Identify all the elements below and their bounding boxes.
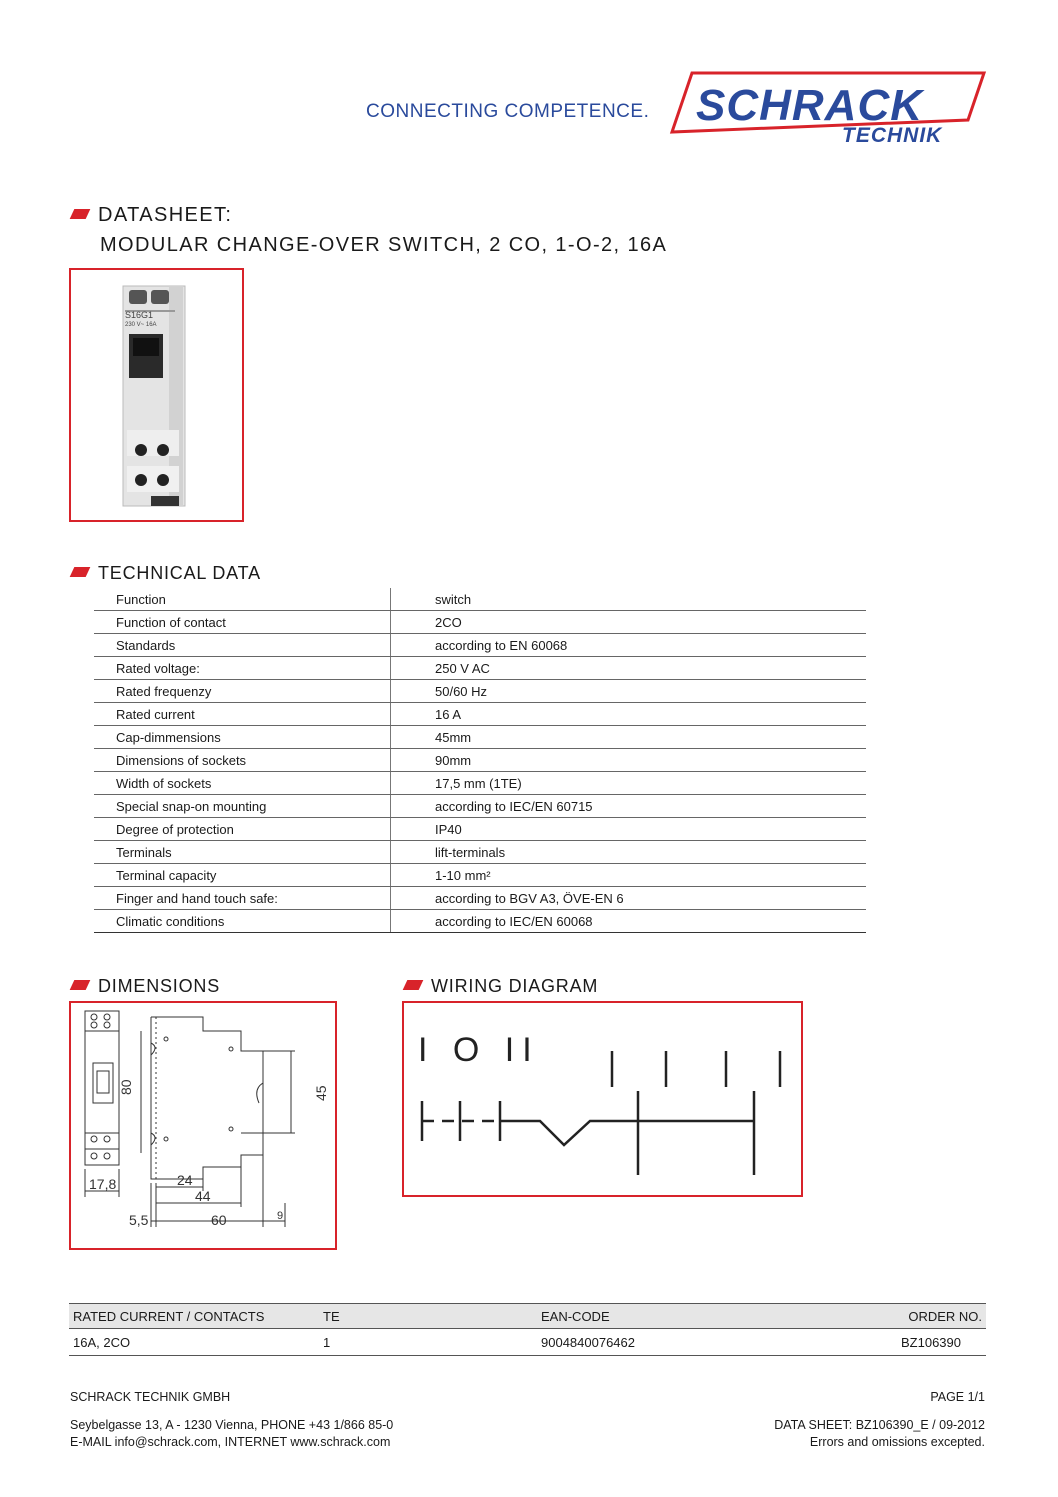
dim-label-24: 24 — [177, 1172, 193, 1188]
table-row: Degree of protection IP40 — [94, 818, 866, 841]
dim-label-17-8: 17,8 — [89, 1176, 117, 1192]
table-row: Rated frequenzy 50/60 Hz — [94, 680, 866, 703]
order-table-header: RATED CURRENT / CONTACTS TE EAN-CODE ORDER NO. — [69, 1304, 986, 1329]
title-line-2: MODULAR CHANGE-OVER SWITCH, 2 CO, 1-O-2, 16A — [100, 234, 668, 256]
wiring-diagram-heading: WIRING DIAGRAM — [405, 976, 598, 997]
title-line-1: DATASHEET: — [98, 204, 233, 226]
footer-datasheet-id: DATA SHEET: BZ106390_E / 09-2012 — [774, 1418, 985, 1432]
technical-data-heading: TECHNICAL DATA — [72, 563, 261, 584]
table-row: Function switch — [94, 588, 866, 611]
footer-address: Seybelgasse 13, A - 1230 Vienna, PHONE +43 1/866 85-0 — [70, 1418, 394, 1432]
page-title — [72, 200, 667, 260]
photo-model-label: S16G1 — [125, 310, 154, 320]
table-row: Width of sockets 17,5 mm (1TE) — [94, 772, 866, 795]
table-row: Dimensions of sockets 90mm — [94, 749, 866, 772]
technical-data-table — [94, 588, 866, 933]
table-row: Terminals lift-terminals — [94, 841, 866, 864]
footer-company: SCHRACK TECHNIK GMBH — [70, 1390, 231, 1404]
wiring-diagram-frame — [402, 1001, 803, 1197]
switch-positions-label: I O II — [418, 1031, 540, 1069]
footer-disclaimer: Errors and omissions excepted. — [809, 1435, 985, 1449]
dim-label-80: 80 — [118, 1079, 134, 1095]
footer-contact: E-MAIL info@schrack.com, INTERNET www.schrack.com — [70, 1435, 391, 1449]
table-row: Terminal capacity 1-10 mm² — [94, 864, 866, 887]
photo-rating-label: 230 V~ 16A — [125, 322, 157, 328]
table-row: 16A, 2CO 1 9004840076462 BZ106390 — [69, 1329, 986, 1356]
dimensions-frame — [69, 1001, 337, 1250]
table-row: Function of contact 2CO — [94, 611, 866, 634]
table-row: Special snap-on mounting according to IEC/EN 60715 — [94, 795, 866, 818]
dim-label-60: 60 — [211, 1212, 227, 1228]
logo-sub-text: TECHNIK — [842, 124, 943, 146]
product-photo-frame — [69, 268, 244, 522]
wiring-diagram — [404, 1003, 801, 1195]
section-marker-icon — [403, 980, 424, 990]
tagline: CONNECTING COMPETENCE. — [366, 101, 650, 122]
table-row: Rated voltage: 250 V AC — [94, 657, 866, 680]
table-row: Standards according to EN 60068 — [94, 634, 866, 657]
section-marker-icon — [70, 980, 91, 990]
table-row: Finger and hand touch safe: according to BGV A3, ÖVE-EN 6 — [94, 887, 866, 910]
table-row: Climatic conditions according to IEC/EN 60068 — [94, 910, 866, 933]
section-marker-icon — [70, 209, 91, 219]
logo-main-text: SCHRACK — [696, 81, 923, 130]
dim-label-44: 44 — [195, 1188, 211, 1204]
table-row: Cap-dimmensions 45mm — [94, 726, 866, 749]
footer-page-number: PAGE 1/1 — [930, 1390, 985, 1404]
dim-label-5-5: 5,5 — [129, 1212, 149, 1228]
dim-label-45: 45 — [313, 1085, 329, 1101]
dimensions-drawing — [71, 1003, 335, 1248]
order-table — [69, 1303, 986, 1356]
section-marker-icon — [70, 567, 91, 577]
table-row: Rated current 16 A — [94, 703, 866, 726]
dimensions-heading: DIMENSIONS — [72, 976, 220, 997]
dim-label-9: 9 — [277, 1210, 284, 1222]
schrack-logo — [668, 70, 988, 146]
product-photo — [71, 270, 242, 520]
